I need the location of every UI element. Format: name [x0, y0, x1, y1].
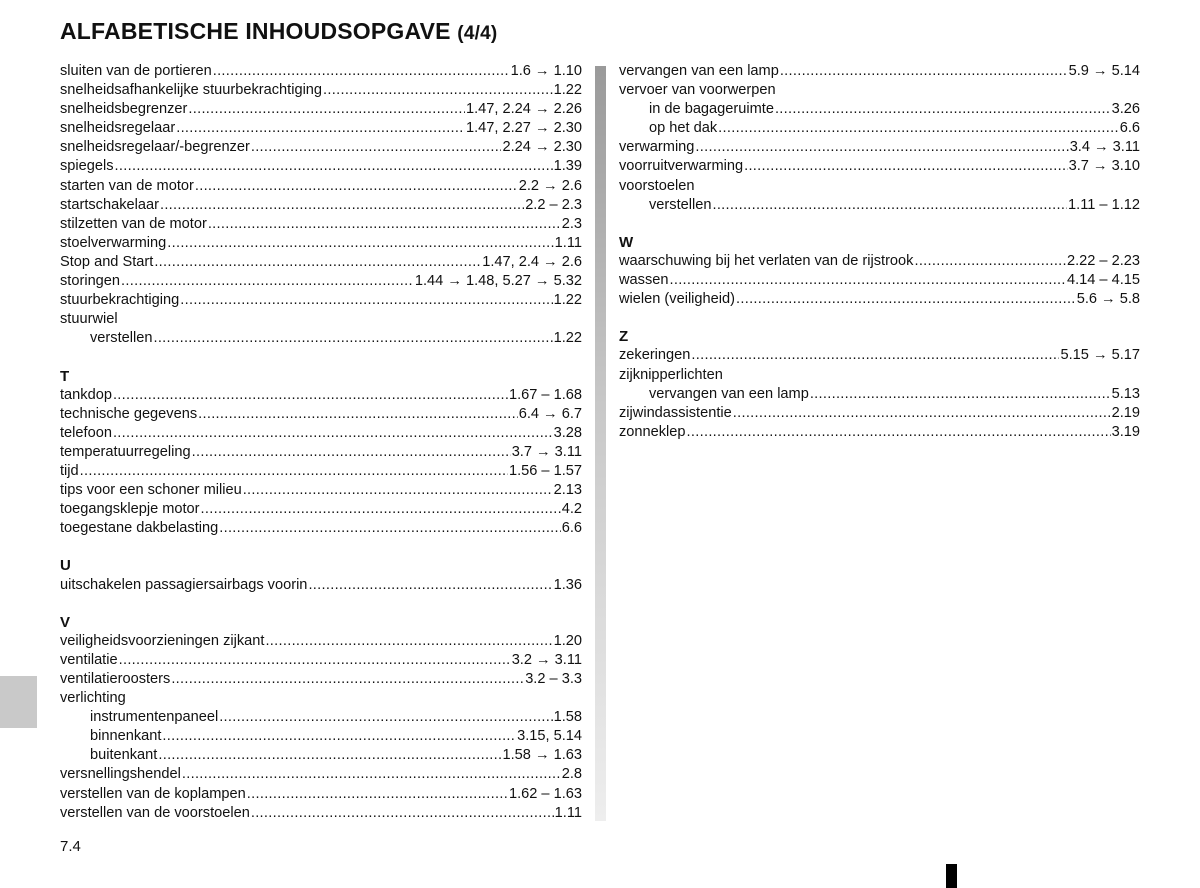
index-entry — [60, 651, 582, 670]
index-entry — [60, 785, 582, 804]
entry-page-reference: 1.11 – 1.12 — [1068, 196, 1140, 213]
entry-page-reference: 1.39 — [553, 158, 582, 175]
entry-label: stuurbekrachtiging — [60, 292, 180, 309]
dot-leader — [119, 651, 511, 670]
dot-leader — [113, 386, 508, 405]
dot-leader — [219, 708, 552, 727]
entry-label: toegestane dakbelasting — [60, 520, 219, 537]
entry-label: spiegels — [60, 158, 114, 175]
dot-leader — [213, 62, 510, 81]
entry-label: verstellen — [90, 330, 153, 347]
entry-label: zijwindassistentie — [619, 404, 732, 421]
entry-label: sluiten van de portieren — [60, 63, 212, 79]
title-text: ALFABETISCHE INHOUDSOPGAVE — [60, 18, 451, 44]
entry-page-reference: 1.56 – 1.57 — [508, 462, 582, 479]
entry-page-reference: 5.6 → 5.8 — [1076, 291, 1140, 308]
dot-leader — [323, 81, 553, 100]
crop-mark — [946, 864, 957, 888]
entry-label: starten van de motor — [60, 177, 194, 194]
entry-page-reference: 1.22 — [553, 292, 582, 309]
entry-label: Stop and Start — [60, 253, 154, 270]
dot-leader — [198, 405, 518, 424]
section-letter: V — [60, 613, 71, 631]
dot-leader — [160, 196, 524, 215]
entry-page-reference: 2.13 — [553, 482, 582, 499]
entry-label: versnellingshendel — [60, 766, 181, 783]
entry-label: verwarming — [619, 139, 695, 156]
index-entry — [60, 632, 582, 651]
entry-label: in de bagageruimte — [649, 101, 774, 118]
section-gap — [60, 348, 582, 366]
entry-page-reference: 1.58 → 1.63 — [502, 747, 582, 764]
dot-leader — [162, 727, 516, 746]
index-column-right — [619, 62, 1140, 442]
entry-label: op het dak — [649, 120, 718, 137]
entry-label: zekeringen — [619, 347, 691, 364]
entry-label: stoelverwarming — [60, 234, 167, 251]
entry-page-reference: 3.2 – 3.3 — [525, 671, 582, 687]
column-divider — [595, 66, 606, 821]
index-group-heading — [619, 366, 1140, 385]
entry-label: vervangen van een lamp — [649, 385, 809, 402]
entry-label: tips voor een schoner milieu — [60, 482, 242, 499]
entry-label: tankdop — [60, 386, 112, 403]
title-part: (4/4) — [457, 23, 498, 44]
index-subentry — [619, 119, 1140, 138]
index-group-label: stuurwiel — [60, 311, 118, 328]
entry-page-reference: 5.9 → 5.14 — [1068, 63, 1140, 79]
entry-label: ventilatieroosters — [60, 671, 171, 687]
dot-leader — [687, 423, 1111, 442]
index-entry — [619, 138, 1140, 157]
section-gap — [60, 595, 582, 613]
index-entry — [619, 271, 1140, 290]
entry-label: snelheidsafhankelijke stuurbekrachtiging — [60, 82, 323, 99]
entry-page-reference: 1.22 — [553, 82, 582, 99]
dot-leader — [744, 157, 1068, 176]
section-letter: T — [60, 367, 70, 385]
entry-label: instrumentenpaneel — [90, 709, 219, 726]
index-entry — [60, 119, 582, 138]
entry-label: toegangsklepje motor — [60, 501, 200, 518]
index-group-label: vervoer van voorwerpen — [619, 82, 776, 99]
entry-label: verstellen van de koplampen — [60, 785, 246, 802]
entry-page-reference: 1.67 – 1.68 — [508, 386, 582, 403]
index-group-label: zijknipperlichten — [619, 366, 723, 383]
entry-page-reference: 2.2 – 2.3 — [525, 196, 582, 213]
entry-label: snelheidsbegrenzer — [60, 101, 188, 118]
chapter-tab — [0, 676, 37, 728]
section-gap — [619, 215, 1140, 233]
entry-page-reference: 3.28 — [553, 424, 582, 441]
entry-label: wielen (veiligheid) — [619, 291, 735, 308]
dot-leader — [251, 138, 502, 157]
entry-label: ventilatie — [60, 651, 118, 668]
entry-page-reference: 1.6 → 1.10 — [510, 63, 582, 79]
index-entry — [60, 765, 582, 784]
dot-leader — [780, 62, 1068, 81]
index-entry — [619, 423, 1140, 442]
page-number: 7.4 — [60, 838, 81, 855]
entry-page-reference: 4.14 – 4.15 — [1066, 272, 1140, 289]
entry-page-reference: 2.8 — [561, 766, 582, 783]
dot-leader — [775, 100, 1111, 119]
entry-page-reference: 1.11 — [554, 804, 582, 821]
entry-page-reference: 4.2 — [561, 501, 582, 518]
entry-label: snelheidsregelaar/-begrenzer — [60, 139, 250, 156]
entry-page-reference: 2.24 → 2.30 — [502, 139, 582, 156]
entry-page-reference: 1.11 — [554, 234, 582, 251]
index-entry — [60, 500, 582, 519]
entry-page-reference: 2.2 → 2.6 — [518, 177, 582, 194]
entry-label: uitschakelen passagiersairbags voorin — [60, 576, 308, 593]
entry-page-reference: 5.13 — [1111, 385, 1140, 402]
index-entry — [60, 462, 582, 481]
dot-leader — [712, 196, 1067, 215]
dot-leader — [121, 272, 414, 291]
index-entry — [60, 443, 582, 462]
entry-page-reference: 2.19 — [1111, 404, 1140, 421]
index-entry — [60, 62, 582, 81]
index-entry — [60, 177, 582, 196]
index-group-heading — [619, 177, 1140, 196]
index-subentry — [619, 196, 1140, 215]
dot-leader — [691, 346, 1059, 365]
dot-leader — [192, 443, 511, 462]
index-entry — [60, 519, 582, 538]
index-entry — [60, 196, 582, 215]
index-subentry — [60, 329, 582, 348]
entry-page-reference: 6.4 → 6.7 — [518, 405, 582, 422]
entry-page-reference: 1.47, 2.4 → 2.6 — [482, 253, 582, 270]
index-group-heading — [60, 310, 582, 329]
index-entry — [60, 234, 582, 253]
dot-leader — [153, 329, 552, 348]
entry-label: wassen — [619, 272, 669, 289]
dot-leader — [154, 253, 481, 272]
entry-label: vervangen van een lamp — [619, 63, 779, 79]
entry-page-reference: 2.22 – 2.23 — [1066, 252, 1140, 269]
index-entry — [60, 253, 582, 272]
entry-label: voorruitverwarming — [619, 158, 744, 175]
index-group-label: voorstoelen — [619, 177, 695, 194]
entry-label: tijd — [60, 462, 79, 479]
entry-page-reference: 2.3 — [561, 215, 582, 232]
index-entry — [619, 62, 1140, 81]
index-entry — [60, 272, 582, 291]
entry-page-reference: 6.6 — [561, 520, 582, 537]
entry-page-reference: 1.62 – 1.63 — [508, 785, 582, 802]
index-subentry — [60, 727, 582, 746]
dot-leader — [247, 785, 508, 804]
index-entry — [619, 157, 1140, 176]
entry-label: zonneklep — [619, 423, 686, 440]
entry-label: snelheidsregelaar — [60, 120, 176, 137]
entry-page-reference: 1.20 — [553, 632, 582, 649]
dot-leader — [195, 177, 518, 196]
index-entry — [60, 291, 582, 310]
dot-leader — [736, 290, 1076, 309]
section-gap — [619, 309, 1140, 327]
index-entry — [60, 424, 582, 443]
entry-label: verstellen van de voorstoelen — [60, 804, 250, 821]
entry-label: temperatuurregeling — [60, 443, 191, 460]
entry-page-reference: 1.36 — [553, 576, 582, 593]
index-subentry — [619, 385, 1140, 404]
dot-leader — [718, 119, 1119, 138]
entry-label: verstellen — [649, 196, 712, 213]
index-entry — [60, 81, 582, 100]
index-entry — [60, 215, 582, 234]
index-entry — [60, 100, 582, 119]
index-entry — [619, 346, 1140, 365]
entry-label: telefoon — [60, 424, 112, 441]
dot-leader — [182, 765, 561, 784]
entry-page-reference: 3.7 → 3.10 — [1068, 158, 1140, 175]
index-entry — [619, 404, 1140, 423]
index-entry — [60, 481, 582, 500]
dot-leader — [265, 632, 552, 651]
section-letter: W — [619, 233, 634, 251]
page-title — [60, 18, 497, 45]
entry-label: stilzetten van de motor — [60, 215, 207, 232]
index-entry — [60, 670, 582, 689]
entry-page-reference: 1.47, 2.24 → 2.26 — [465, 101, 582, 118]
dot-leader — [243, 481, 553, 500]
index-subentry — [619, 100, 1140, 119]
dot-leader — [201, 500, 561, 519]
section-letter: Z — [619, 328, 629, 346]
dot-leader — [914, 252, 1065, 271]
dot-leader — [171, 670, 524, 689]
section-letter: U — [60, 557, 71, 575]
index-column-left — [60, 62, 582, 823]
entry-page-reference: 3.2 → 3.11 — [511, 651, 582, 668]
dot-leader — [115, 157, 553, 176]
entry-page-reference: 1.44 → 1.48, 5.27 → 5.32 — [414, 273, 582, 290]
dot-leader — [176, 119, 465, 138]
entry-page-reference: 3.7 → 3.11 — [511, 443, 582, 460]
index-entry — [60, 157, 582, 176]
dot-leader — [158, 746, 501, 765]
entry-page-reference: 6.6 — [1119, 120, 1140, 137]
section-gap — [60, 538, 582, 556]
dot-leader — [188, 100, 465, 119]
dot-leader — [113, 424, 553, 443]
index-group-label: verlichting — [60, 690, 126, 707]
index-subentry — [60, 746, 582, 765]
dot-leader — [219, 519, 560, 538]
index-entry — [60, 405, 582, 424]
entry-page-reference: 1.22 — [553, 330, 582, 347]
entry-label: buitenkant — [90, 747, 158, 764]
entry-label: binnenkant — [90, 728, 162, 745]
entry-page-reference: 5.15 → 5.17 — [1060, 347, 1140, 364]
index-entry — [619, 252, 1140, 271]
dot-leader — [180, 291, 552, 310]
entry-page-reference: 3.19 — [1111, 423, 1140, 440]
entry-label: storingen — [60, 273, 121, 290]
index-entry — [60, 138, 582, 157]
dot-leader — [810, 385, 1111, 404]
dot-leader — [80, 462, 508, 481]
dot-leader — [208, 215, 561, 234]
entry-label: veiligheidsvoorzieningen zijkant — [60, 632, 265, 649]
index-entry — [619, 290, 1140, 309]
index-group-heading — [60, 689, 582, 708]
dot-leader — [695, 138, 1068, 157]
entry-page-reference: 1.47, 2.27 → 2.30 — [465, 120, 582, 137]
index-group-heading — [619, 81, 1140, 100]
index-entry — [60, 804, 582, 823]
dot-leader — [669, 271, 1065, 290]
entry-page-reference: 1.58 — [553, 709, 582, 726]
index-entry — [60, 576, 582, 595]
entry-page-reference: 3.26 — [1111, 101, 1140, 118]
entry-label: waarschuwing bij het verlaten van de rijstrook — [619, 252, 914, 269]
entry-label: technische gegevens — [60, 405, 198, 422]
index-subentry — [60, 708, 582, 727]
dot-leader — [308, 576, 552, 595]
dot-leader — [733, 404, 1111, 423]
index-entry — [60, 386, 582, 405]
dot-leader — [251, 804, 554, 823]
entry-page-reference: 3.15, 5.14 — [517, 728, 582, 745]
entry-page-reference: 3.4 → 3.11 — [1069, 139, 1140, 156]
entry-label: startschakelaar — [60, 196, 159, 213]
dot-leader — [167, 234, 553, 253]
